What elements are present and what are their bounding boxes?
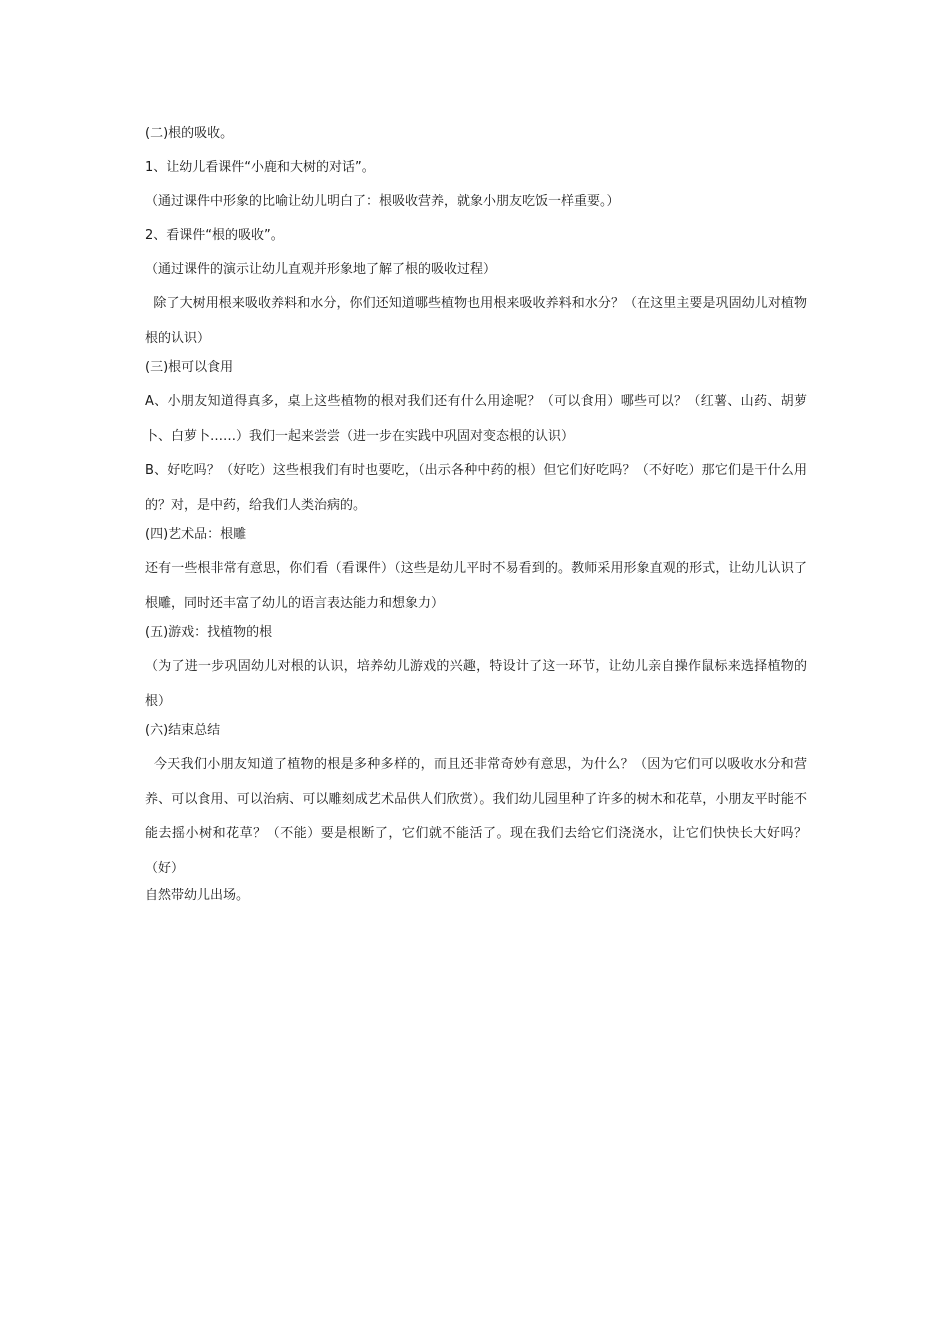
paragraph-step-2: 2、看课件“根的吸收”。 (145, 228, 284, 243)
section-heading-root-absorption: (二)根的吸收。 (145, 126, 234, 141)
section-heading-root-carving: (四)艺术品：根雕 (145, 527, 247, 542)
paragraph-a: A、小朋友知道得真多，桌上这些植物的根对我们还有什么用途呢？（可以食用）哪些可以？（红薯、山药、胡萝卜、白萝卜……）我们一起来尝尝（进一步在实践中巩固对变态根的认识） (145, 394, 807, 444)
section-heading-summary: (六)结束总结 (145, 723, 221, 738)
section-heading-game: (五)游戏：找植物的根 (145, 625, 273, 640)
paragraph-game: （为了进一步巩固幼儿对根的认识，培养幼儿游戏的兴趣，特设计了这一环节，让幼儿亲自操作鼠标来选择植物的根） (145, 659, 807, 709)
paragraph-closing: 自然带幼儿出场。 (145, 888, 250, 903)
paragraph-other-plants: 除了大树用根来吸收养料和水分，你们还知道哪些植物也用根来吸收养料和水分？（在这里主要是巩固幼儿对植物根的认识） (145, 296, 807, 346)
paragraph-step-1-note: （通过课件中形象的比喻让幼儿明白了：根吸收营养，就象小朋友吃饭一样重要。） (145, 194, 620, 209)
paragraph-summary: 今天我们小朋友知道了植物的根是多种多样的，而且还非常奇妙有意思，为什么？（因为它们可以吸收水分和营养、可以食用、可以治病、可以雕刻成艺术品供人们欣赏）。我们幼儿园里种了许多的树木和花草，小朋友平时能不能去摇小树和花草？（不能）要是根断了，它们就不能活了。现在我们去给它们浇浇水，让它们快快长大好吗？（好） (145, 757, 807, 876)
paragraph-step-2-note: （通过课件的演示让幼儿直观并形象地了解了根的吸收过程） (145, 262, 497, 277)
paragraph-root-carving: 还有一些根非常有意思，你们看（看课件）（这些是幼儿平时不易看到的。教师采用形象直观的形式，让幼儿认识了根雕，同时还丰富了幼儿的语言表达能力和想象力） (145, 561, 807, 611)
paragraph-b: B、好吃吗？（好吃）这些根我们有时也要吃，（出示各种中药的根）但它们好吃吗？（不好吃）那它们是干什么用的？对，是中药，给我们人类治病的。 (145, 463, 807, 513)
document-body (145, 124, 807, 906)
section-heading-edible-roots: (三)根可以食用 (145, 360, 234, 375)
paragraph-step-1: 1、让幼儿看课件“小鹿和大树的对话”。 (145, 160, 375, 175)
